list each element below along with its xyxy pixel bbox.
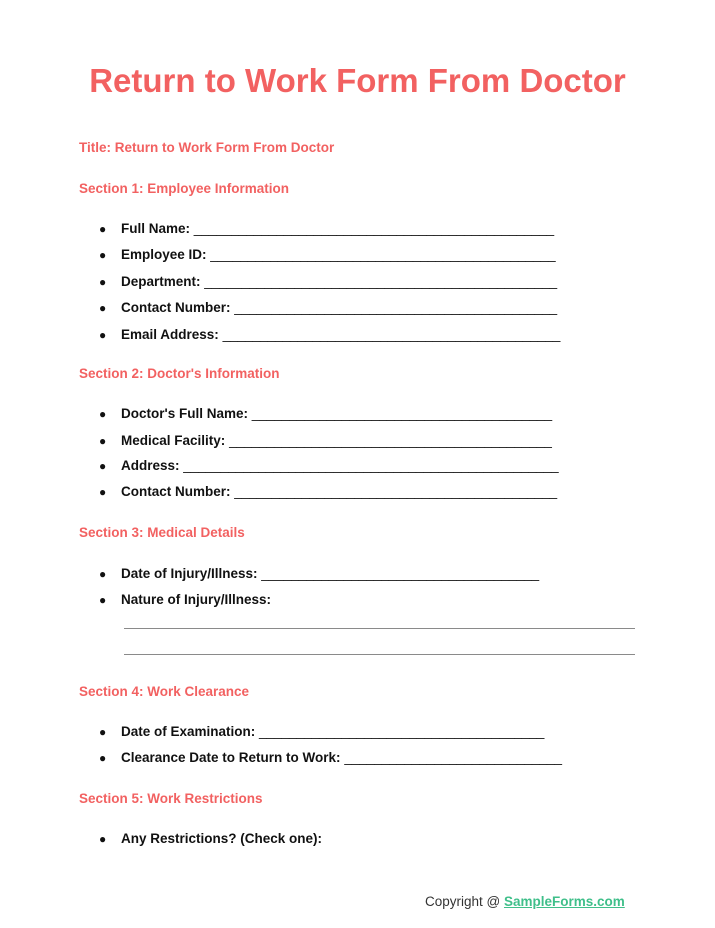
section-1-heading: Section 1: Employee Information (79, 181, 290, 196)
fill-in-blank[interactable]: ______________________________________________ (210, 247, 556, 262)
fill-in-blank[interactable]: ___________________________________________ (234, 484, 558, 499)
fill-in-blank[interactable]: _____________________________________________ (222, 327, 561, 342)
field-label: Address: (121, 458, 180, 473)
bullet-icon: ● (99, 434, 107, 448)
fill-in-blank[interactable]: ________________________________________ (251, 406, 553, 421)
fill-in-blank[interactable]: ________________________________________________ (193, 221, 555, 236)
field-label: Employee ID: (121, 247, 207, 262)
footer-copyright (425, 893, 625, 911)
field-label: Contact Number: (121, 484, 231, 499)
title-line: Title: Return to Work Form From Doctor (79, 140, 335, 155)
field-department[interactable] (99, 273, 557, 291)
field-label: Nature of Injury/Illness: (121, 592, 272, 607)
field-doctor-full-name[interactable] (99, 405, 552, 423)
page-title: Return to Work Form From Doctor (89, 62, 626, 99)
bullet-icon: ● (99, 725, 107, 739)
field-label: Department: (121, 274, 201, 289)
field-date-of-examination[interactable] (99, 723, 544, 741)
field-clearance-date[interactable] (99, 749, 562, 767)
fill-in-blank[interactable]: _____________________________________ (261, 566, 540, 581)
field-label: Medical Facility: (121, 433, 226, 448)
bullet-icon: ● (99, 407, 107, 421)
nature-of-injury-line-2[interactable] (124, 654, 635, 655)
field-label: Full Name: (121, 221, 191, 236)
fill-in-blank[interactable]: ___________________________________________ (229, 433, 552, 448)
field-contact-number[interactable] (99, 299, 557, 317)
field-medical-facility[interactable] (99, 432, 552, 450)
field-label: Email Address: (121, 327, 219, 342)
bullet-icon: ● (99, 485, 107, 499)
field-label: Clearance Date to Return to Work: (121, 750, 341, 765)
fill-in-blank[interactable]: __________________________________________________ (183, 458, 559, 473)
field-any-restrictions (99, 830, 322, 848)
field-employee-id[interactable] (99, 246, 556, 264)
field-label: Contact Number: (121, 300, 231, 315)
section-2-heading: Section 2: Doctor's Information (79, 366, 280, 381)
bullet-icon: ● (99, 832, 107, 846)
field-email-address[interactable] (99, 326, 560, 344)
bullet-icon: ● (99, 751, 107, 765)
copyright-text: Copyright @ (425, 894, 504, 909)
field-label: Any Restrictions? (Check one): (121, 831, 323, 846)
field-full-name[interactable] (99, 220, 554, 238)
fill-in-blank[interactable]: ______________________________________ (259, 724, 545, 739)
section-3-heading: Section 3: Medical Details (79, 525, 245, 540)
field-nature-of-injury (99, 591, 271, 609)
bullet-icon: ● (99, 593, 107, 607)
field-label: Doctor's Full Name: (121, 406, 248, 421)
bullet-icon: ● (99, 222, 107, 236)
field-date-of-injury[interactable] (99, 565, 539, 583)
nature-of-injury-line-1[interactable] (124, 628, 635, 629)
fill-in-blank[interactable]: ___________________________________________ (234, 300, 558, 315)
section-5-heading: Section 5: Work Restrictions (79, 791, 263, 806)
field-address[interactable] (99, 457, 559, 475)
field-doctor-contact-number[interactable] (99, 483, 557, 501)
bullet-icon: ● (99, 248, 107, 262)
bullet-icon: ● (99, 567, 107, 581)
bullet-icon: ● (99, 275, 107, 289)
section-4-heading: Section 4: Work Clearance (79, 684, 250, 699)
field-label: Date of Injury/Illness: (121, 566, 258, 581)
fill-in-blank[interactable]: _____________________________ (344, 750, 563, 765)
bullet-icon: ● (99, 459, 107, 473)
bullet-icon: ● (99, 328, 107, 342)
bullet-icon: ● (99, 301, 107, 315)
fill-in-blank[interactable]: _______________________________________________ (204, 274, 558, 289)
sampleforms-link[interactable]: SampleForms.com (503, 894, 625, 909)
field-label: Date of Examination: (121, 724, 256, 739)
